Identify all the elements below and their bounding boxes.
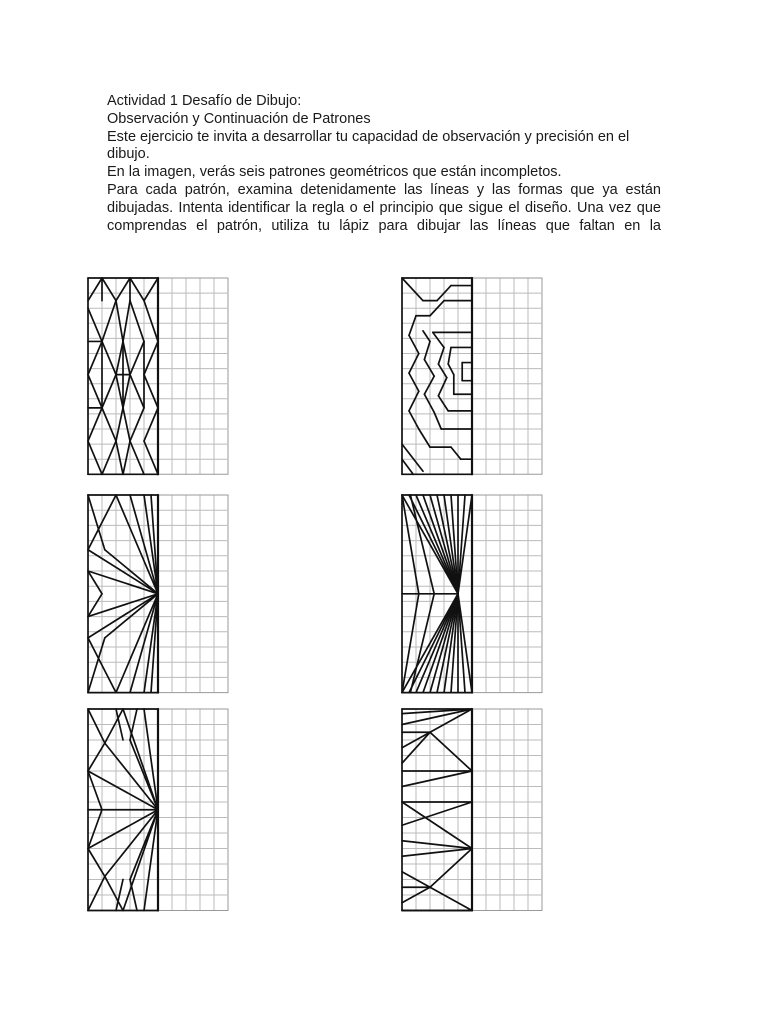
- pattern-stroke: [88, 441, 102, 474]
- pattern-stroke: [105, 594, 158, 638]
- pattern-stroke: [424, 341, 430, 359]
- pattern-stroke: [402, 278, 423, 301]
- pattern-stroke: [116, 408, 123, 441]
- pattern-stroke: [88, 771, 158, 810]
- pattern-stroke: [402, 849, 472, 857]
- pattern-stroke: [402, 459, 413, 474]
- pattern-stroke: [102, 301, 116, 342]
- pattern-stroke: [451, 447, 461, 459]
- pattern-stroke: [102, 441, 116, 474]
- activity-subtitle: Observación y Continuación de Patrones: [107, 110, 371, 127]
- pattern-stroke: [424, 394, 434, 412]
- pattern-panel: [88, 278, 228, 474]
- pattern-panel: [402, 278, 542, 474]
- pattern-stroke: [144, 278, 158, 301]
- pattern-stroke: [409, 391, 419, 411]
- pattern-panel: [88, 495, 228, 693]
- pattern-stroke: [402, 444, 423, 471]
- pattern-stroke: [116, 441, 123, 474]
- pattern-stroke: [116, 375, 123, 408]
- activity-title: Actividad 1 Desafío de Dibujo:: [107, 93, 302, 109]
- pattern-stroke: [123, 441, 130, 474]
- pattern-stroke: [402, 771, 472, 787]
- pattern-stroke: [88, 571, 158, 594]
- pattern-stroke: [430, 887, 472, 910]
- pattern-panel: [88, 709, 228, 911]
- pattern-stroke: [430, 732, 472, 771]
- pattern-stroke: [144, 408, 158, 441]
- pattern-stroke: [448, 364, 454, 375]
- pattern-grids: [72, 266, 698, 930]
- pattern-stroke: [116, 278, 130, 301]
- pattern-stroke: [144, 441, 158, 474]
- pattern-stroke: [123, 408, 130, 441]
- pattern-stroke: [88, 810, 158, 849]
- pattern-stroke: [402, 802, 472, 825]
- pattern-stroke: [130, 301, 144, 342]
- intro-paragraph: Este ejercicio te invita a desarrollar tu capacidad de observación y precisión en el dibujo.: [107, 128, 630, 163]
- pattern-stroke: [88, 375, 102, 408]
- pattern-stroke: [448, 347, 451, 364]
- pattern-stroke: [130, 375, 144, 408]
- pattern-stroke: [88, 341, 102, 374]
- pattern-stroke: [438, 364, 446, 378]
- pattern-stroke: [102, 375, 116, 408]
- pattern-stroke: [123, 301, 130, 342]
- pattern-stroke: [88, 278, 102, 301]
- pattern-stroke: [433, 332, 444, 347]
- image-description-paragraph: En la imagen, verás seis patrones geométricos que están incompletos.: [107, 164, 562, 181]
- pattern-stroke: [409, 373, 419, 391]
- pattern-stroke: [102, 341, 116, 374]
- pattern-stroke: [88, 594, 158, 617]
- pattern-stroke: [130, 441, 144, 474]
- pattern-stroke: [130, 408, 144, 441]
- pattern-stroke: [438, 378, 446, 396]
- pattern-stroke: [102, 408, 116, 441]
- pattern-stroke: [130, 278, 144, 301]
- pattern-stroke: [130, 341, 144, 374]
- pattern-stroke: [123, 375, 130, 408]
- pattern-stroke: [102, 278, 116, 301]
- pattern-stroke: [409, 316, 416, 336]
- instructions-text: [107, 93, 661, 235]
- pattern-panel: [402, 495, 542, 693]
- pattern-stroke: [123, 341, 130, 374]
- pattern-stroke: [144, 301, 158, 342]
- pattern-panel: [402, 709, 542, 911]
- pattern-stroke: [116, 341, 123, 374]
- pattern-stroke: [423, 331, 430, 342]
- pattern-stroke: [88, 308, 102, 341]
- pattern-stroke: [438, 347, 444, 364]
- instructions-paragraph: Para cada patrón, examina detenidamente las líneas y las formas que ya están dibujadas. Intenta identificar la regla o el principio que sigue el diseño. Una vez que comprendas el patrón, utiliza tu lápiz para dibujar las líneas que faltan en la: [107, 181, 661, 234]
- pattern-stroke: [438, 396, 448, 411]
- pattern-stroke: [116, 301, 123, 342]
- pattern-stroke: [409, 354, 419, 374]
- pattern-stroke: [424, 360, 434, 377]
- pattern-stroke: [424, 376, 434, 394]
- pattern-stroke: [105, 550, 158, 594]
- pattern-stroke: [88, 408, 102, 441]
- pattern-stroke: [434, 412, 441, 429]
- pattern-stroke: [144, 341, 158, 374]
- pattern-stroke: [144, 375, 158, 408]
- pattern-stroke: [430, 709, 472, 732]
- pattern-worksheet-image: [72, 266, 698, 930]
- pattern-stroke: [430, 849, 472, 888]
